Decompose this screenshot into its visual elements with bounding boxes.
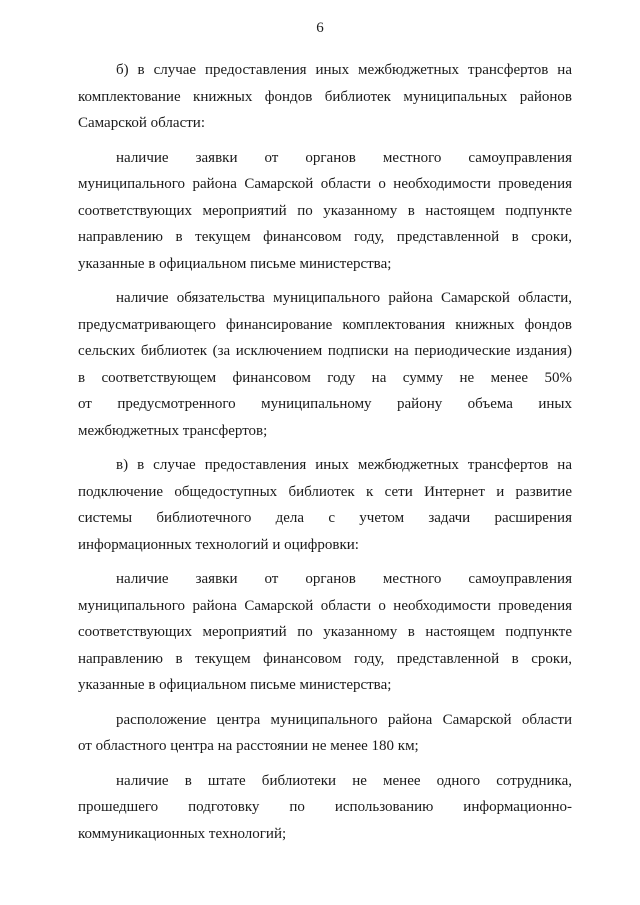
text-line: информационных технологий и оцифровки: bbox=[78, 536, 359, 553]
text-line: муниципального района Самарской области о необходимости проведения bbox=[78, 176, 572, 192]
text-line: направлению в текущем финансовом году, представленной в сроки, bbox=[78, 650, 572, 667]
text-line: указанные в официальном письме министерства; bbox=[78, 677, 392, 693]
text-line: прошедшего подготовку по использованию информационно- bbox=[78, 799, 572, 815]
text-line: предусматривающего финансирование комплектования книжных фондов bbox=[78, 316, 572, 333]
paragraph-v-condition-2 bbox=[78, 707, 572, 760]
paragraph-b-heading bbox=[78, 57, 572, 137]
text-line: коммуникационных технологий; bbox=[78, 825, 287, 842]
paragraph-b-condition-2 bbox=[78, 285, 572, 444]
text-line: сельских библиотек (за исключением подписки на периодические издания) bbox=[78, 343, 572, 359]
document-body bbox=[78, 57, 572, 855]
text-line: подключение общедоступных библиотек к сети Интернет и развитие bbox=[78, 483, 572, 500]
text-line: наличие обязательства муниципального района Самарской области, bbox=[116, 290, 572, 306]
text-line: расположение центра муниципального района Самарской области bbox=[116, 711, 572, 728]
text-line: в соответствующем финансовом году на сумму не менее 50% bbox=[78, 369, 572, 386]
text-line: направлению в текущем финансовом году, представленной в сроки, bbox=[78, 229, 572, 245]
paragraph-v-condition-1 bbox=[78, 566, 572, 699]
text-line: соответствующих мероприятий по указанному в настоящем подпункте bbox=[78, 624, 572, 640]
text-line: указанные в официальном письме министерства; bbox=[78, 255, 392, 272]
paragraph-v-heading bbox=[78, 452, 572, 558]
text-line: б) в случае предоставления иных межбюджетных трансфертов на bbox=[116, 62, 572, 78]
text-line: наличие заявки от органов местного самоуправления bbox=[116, 149, 572, 166]
paragraph-b-condition-1 bbox=[78, 145, 572, 278]
text-line: от областного центра на расстоянии не менее 180 км; bbox=[78, 738, 419, 754]
text-line: Самарской области: bbox=[78, 115, 205, 131]
text-line: от предусмотренного муниципальному району объема иных bbox=[78, 396, 572, 412]
text-line: в) в случае предоставления иных межбюджетных трансфертов на bbox=[116, 457, 572, 473]
paragraph-v-condition-3 bbox=[78, 768, 572, 848]
page-number: 6 bbox=[316, 20, 324, 36]
text-line: системы библиотечного дела с учетом задачи расширения bbox=[78, 510, 572, 526]
text-line: соответствующих мероприятий по указанному в настоящем подпункте bbox=[78, 202, 572, 219]
text-line: наличие заявки от органов местного самоуправления bbox=[116, 571, 572, 587]
text-line: наличие в штате библиотеки не менее одного сотрудника, bbox=[116, 772, 572, 789]
text-line: межбюджетных трансфертов; bbox=[78, 422, 268, 439]
text-line: комплектование книжных фондов библиотек муниципальных районов bbox=[78, 88, 572, 105]
text-line: муниципального района Самарской области о необходимости проведения bbox=[78, 597, 572, 614]
